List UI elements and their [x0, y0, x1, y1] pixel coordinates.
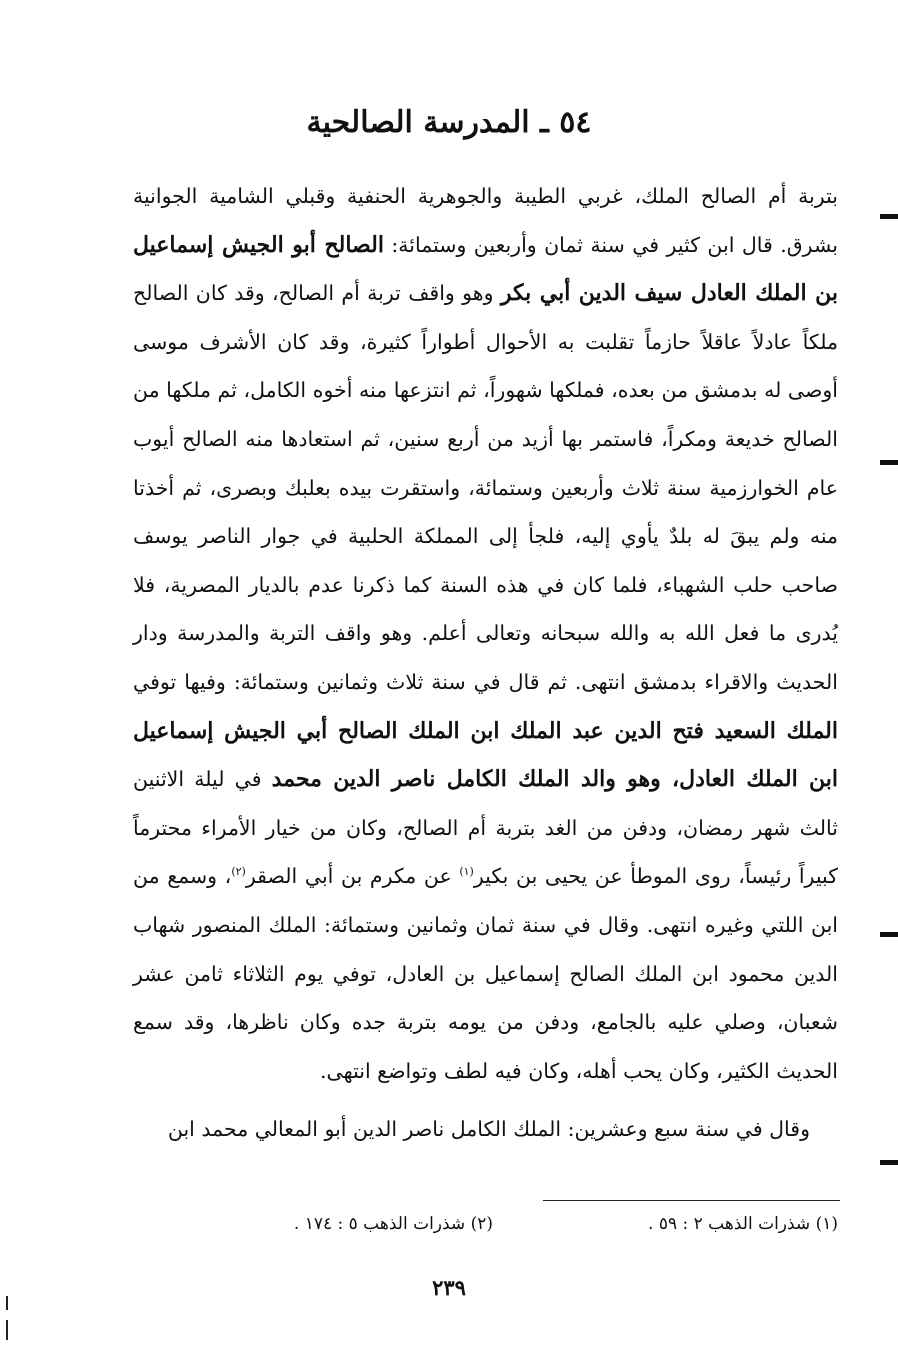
bold-name: الصالح أبو الجيش إسماعيل بن الملك العادل سيف الدين أبي بكر — [133, 231, 838, 307]
footnote-ref-2[interactable]: (٢) — [231, 865, 246, 879]
page-title: ٥٤ ـ المدرسة الصالحية — [306, 105, 592, 140]
margin-mark — [880, 932, 898, 937]
paragraph-2: وقال في سنة سبع وعشرين: الملك الكامل ناصر الدين أبو المعالي محمد ابن — [167, 1117, 810, 1142]
footnote-2: (٢) شذرات الذهب ٥ : ١٧٤ . — [293, 1214, 493, 1234]
margin-mark — [880, 460, 898, 465]
text-run: وهو واقف تربة أم الصالح، وقد كان الصالح ملكاً عادلاً عاقلاً حازماً تقلبت به الأحوال أطواراً كثيرة، وقد كان الأشرف موسى أوصى له بدمشق من بعده، فملكها شهوراً، ثم انتزعها منه أخوه الكامل، ثم ملكها من الصالح خديعة ومكراً، فاستمر بها أزيد من أربع سنين، ثم استعادها منه الصالح أيوب عام الخوارزمية سنة ثلاث وأربعين وستمائة، واستقرت بيده بعلبك وبصرى، ثم أخذتا منه ولم يبقَ له بلدٌ يأوي إليه، فلجأ إلى المملكة الحلبية في جوار الناصر يوسف صاحب حلب الشهباء، فلما كان في هذه السنة كما ذكرنا عدم بالديار المصرية، فلا يُدرى ما فعل الله به والله سبحانه وتعالى أعلم. وهو واقف التربة والمدرسة ودار الحديث والاقراء بدمشق انتهى. ثم قال في سنة ثلاث وثمانين وستمائة: وفيها توفي — [133, 281, 838, 694]
edge-mark — [6, 1320, 8, 1340]
text-run: بتربة أم الصالح الملك، غربي الطيبة والجوهرية الحنفية وقبلي الشامية الجوانية بشرق. قال ابن كثير في سنة ثمان وأربعين وستمائة: — [133, 184, 838, 257]
text-run: في ليلة الاثنين ثالث شهر رمضان، ودفن من الغد بتربة أم الصالح، وكان من خيار الأمراء محترماً كبيراً رئيساً، روى الموطأ عن يحيى بن بكير — [133, 767, 839, 889]
text-run: ، وسمع من ابن اللتي وغيره انتهى. وقال في سنة ثمان وثمانين وستمائة: الملك المنصور شهاب الدين محمود ابن الملك الصالح إسماعيل بن العادل، توفي يوم الثلاثاء ثامن عشر شعبان، وصلي عليه بالجامع، ودفن من يومه بتربة جده وكان ناظرها، وقد سمع الحديث الكثير، وكان يحب أهله، وكان فيه لطف وتواضع انتهى. — [133, 864, 838, 1083]
margin-mark — [880, 1160, 898, 1165]
bold-name: الملك السعيد فتح الدين عبد الملك ابن الملك الصالح أبي الجيش إسماعيل ابن الملك العادل، وهو والد الملك الكامل ناصر الدين محمد — [133, 717, 838, 793]
edge-mark — [6, 1296, 8, 1310]
text-run: عن مكرم بن أبي الصقر — [245, 864, 460, 889]
footnote-divider — [543, 1200, 840, 1201]
main-text — [133, 172, 838, 1154]
paragraph-1 — [133, 172, 838, 1095]
footnote-ref-1[interactable]: (١) — [459, 865, 474, 879]
page-number: ٢٣٩ — [432, 1275, 466, 1300]
margin-mark — [880, 214, 898, 219]
footnote-1: (١) شذرات الذهب ٢ : ٥٩ . — [648, 1214, 838, 1234]
